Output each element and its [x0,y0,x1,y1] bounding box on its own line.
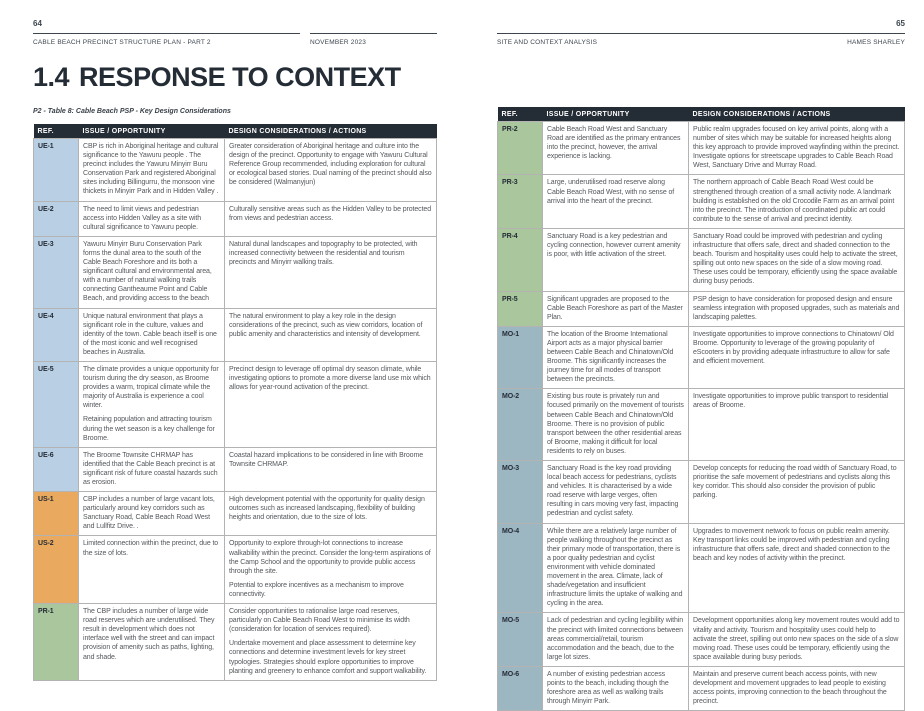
actions-cell [689,389,905,461]
actions-cell [689,461,905,524]
issue-cell [543,291,689,326]
table-row [34,139,437,202]
page-header [497,0,905,48]
key-design-considerations-table [33,124,437,681]
column-header-actions: DESIGN CONSIDERATIONS / ACTIONS [225,124,437,139]
issue-cell [79,536,225,604]
document-date: NOVEMBER 2023 [310,39,367,46]
cell-paragraph: The Broome Townsite CHRMAP has identified that the Cable Beach precinct is at significant risk of future coastal hazards such as erosion. [83,451,218,486]
actions-cell [225,201,437,236]
table-row [498,461,905,524]
cell-paragraph: CBP includes a number of large vacant lots, particularly around key corridors such as Sanctuary Road, Cable Beach Road West and Lullfitz Drive. . [83,496,215,531]
header-rules [497,33,905,34]
ref-cell: UE-3 [34,236,79,308]
table-row [34,308,437,361]
column-header-issue: ISSUE / OPPORTUNITY [79,124,225,139]
page-65 [497,0,905,706]
table-row [498,291,905,326]
page-64 [33,0,437,675]
cell-paragraph: Natural dunal landscapes and topography to be protected, with increased connectivity between the residential and tourism precincts and Minyirr walking trails. [229,240,418,267]
actions-cell [689,228,905,291]
cell-paragraph: Coastal hazard implications to be considered in line with Broome Townsite CHRMAP. [229,451,423,468]
section-number: 1.4 [33,62,70,92]
document-title-running-head: CABLE BEACH PRECINCT STRUCTURE PLAN - PART 2 [33,39,211,46]
table-row [34,536,437,604]
chapter-running-head: SITE AND CONTEXT ANALYSIS [497,39,598,46]
cell-paragraph: Cable Beach Road West and Sanctuary Road are identified as the primary entrances into the precinct, however, the arrival experience is lacking. [547,126,681,161]
issue-cell [543,523,689,613]
cell-paragraph: Significant upgrades are proposed to the Cable Beach Foreshore as part of the Master Plan. [547,295,683,321]
actions-cell [225,139,437,202]
actions-cell [225,447,437,491]
ref-cell: MO-2 [498,389,543,461]
cell-paragraph: The northern approach of Cable Beach Road West could be strengthened through creation of a small activity node. A landmark building is established on the old Crocodile Farm as an arrival point into the precinct. The introduction of coordinated public art could contribute to the sense of arrival and precinct identity. [693,179,895,223]
cell-paragraph: Sanctuary Road is the key road providing local beach access for pedestrians, cyclists and vehicles. It is characterised by a wide road reserve with large verges, often resulting in cars moving very fast, impacting pedestrian and cyclist safety. [547,465,679,518]
issue-cell [79,492,225,536]
issue-cell [543,326,689,389]
issue-cell [79,236,225,308]
issue-cell [543,228,689,291]
page-number: 64 [33,19,42,28]
table-row [498,666,905,710]
table-body [34,139,437,681]
actions-cell [225,308,437,361]
table-row [34,361,437,447]
column-header-ref: REF. [498,107,543,122]
ref-cell: UE-1 [34,139,79,202]
cell-paragraph: The climate provides a unique opportunity for tourism during the dry season, as Broome provides a warm, tropical climate while the majority of Australia is experience a cool winter. [83,365,219,410]
ref-cell: MO-5 [498,613,543,666]
ref-cell: PR-3 [498,175,543,228]
issue-cell [543,122,689,175]
cell-paragraph: The CBP includes a number of large wide road reserves which are underutilised. They result in development which does not interface well with the street and can impact provision of amenity such as paths, lighting, and shade. [83,608,215,661]
cell-paragraph: CBP is rich in Aboriginal heritage and cultural significance to the Yawuru people . The precinct includes the Yawuru Minyirr Buru Conservation Park and registered Aboriginal sites including Billingurru, the monsoon vine thickets in Minyirr Park and in Hidden Valley . [83,143,219,196]
table-row [34,236,437,308]
ref-cell: PR-1 [34,604,79,681]
cell-paragraph: Limited connection within the precinct, due to the size of lots. [83,540,219,557]
cell-paragraph: Retaining population and attracting tourism during the wet season is a key challenge for Broome. [83,416,215,442]
actions-cell [689,613,905,666]
ref-cell: MO-1 [498,326,543,389]
table-row [498,389,905,461]
cell-paragraph: Sanctuary Road could be improved with pedestrian and cycling infrastructure that offers safe, direct and shaded connection to the beach. Tourism and hospitality uses could help to activate the street, spilling out onto new spaces on the side of a slow moving road. These uses could be temporary, efficiently using the space available during busy periods. [693,232,898,286]
issue-cell [79,447,225,491]
issue-cell [79,201,225,236]
page-header [33,0,437,48]
cell-paragraph: Opportunity to explore through-lot connections to increase walkability within the precinct. Consider the long-term aspirations of the Camp School and the opportunity to provide public access through the site. [229,540,431,575]
cell-paragraph: Develop concepts for reducing the road width of Sanctuary Road, to prioritise the safe movement of pedestrians and cyclists along this key corridor. This should also consider the provision of public parking. [693,465,897,500]
column-header-ref: REF. [34,124,79,139]
issue-cell [543,175,689,228]
table-row [498,613,905,666]
table-row [498,228,905,291]
actions-cell [689,523,905,613]
ref-cell: MO-6 [498,666,543,710]
ref-cell: US-1 [34,492,79,536]
header-rule-right [310,33,437,34]
cell-paragraph: The location of the Broome International Airport acts as a major physical barrier between Cable Beach and Chinatown/Old Broome. This significantly increases the journey time for all modes of transport between the precincts. [547,330,674,384]
actions-cell [225,236,437,308]
cell-paragraph: Investigate opportunities to improve public transport to residential areas of Broome. [693,393,889,410]
cell-paragraph: Unique natural environment that plays a significant role in the culture, values and identity of the town. Cable beach itself is one of the most iconic and well recognised beaches in Australia. [83,312,217,356]
issue-cell [79,139,225,202]
actions-cell [689,326,905,389]
cell-paragraph: Public realm upgrades focused on key arrival points, along with a number of sites which may be suitable for increased heights along this key approach to provide improved wayfinding within the precinct. Investigate options for streetscape upgrades to Cable Beach Road West, Sanctuary Drive and Murray Road. [693,126,900,170]
ref-cell: PR-4 [498,228,543,291]
header-rule-left [33,33,300,34]
cell-paragraph: Consider opportunities to rationalise large road reserves, particularly on Cable Beach Road West to minimise its width (consideration for location of services required). [229,608,410,634]
ref-cell: UE-5 [34,361,79,447]
issue-cell [79,604,225,681]
table-caption: P2 - Table 8: Cable Beach PSP - Key Design Considerations [33,108,231,115]
cell-paragraph: Undertake movement and place assessment to determine key connections and determine investment levels for key street typologies. Strategies should explore opportunities to improve planting and greenery to enhance comfort and support walkability. [229,640,427,675]
cell-paragraph: Potential to explore incentives as a mechanism to improve connectivity. [229,581,404,598]
cell-paragraph: A number of existing pedestrian access points to the beach, including though the foreshore area as well as walking trails through Minyirr Park. [547,670,669,706]
actions-cell [689,291,905,326]
table-body [498,122,905,711]
header-meta [497,39,905,49]
cell-paragraph: Large, underutilised road reserve along Cable Beach Road West, with no sense of arrival into the heart of the precinct. [547,179,675,205]
issue-cell [79,361,225,447]
table-row [498,122,905,175]
cell-paragraph: Sanctuary Road is a key pedestrian and cycling connection, however current amenity is poor, with little activation of the street. [547,232,681,259]
ref-cell: MO-3 [498,461,543,524]
cell-paragraph: High development potential with the opportunity for quality design outcomes such as increased landscaping, flexibility of building heights and orientation, due to the size of lots. [229,496,425,522]
firm-name: HAMES SHARLEY [847,39,905,46]
header-meta [33,39,437,49]
table-row [498,175,905,228]
header-rule [497,33,905,34]
table-row [34,201,437,236]
actions-cell [225,361,437,447]
column-header-actions: DESIGN CONSIDERATIONS / ACTIONS [689,107,905,122]
table-header [34,124,437,139]
table-row [34,492,437,536]
table-row [34,604,437,681]
section-title-text: RESPONSE TO CONTEXT [79,62,401,92]
ref-cell: UE-6 [34,447,79,491]
cell-paragraph: The need to limit views and pedestrian access into Hidden Valley as a site with cultural significance to Yawuru people. [83,205,202,231]
table-row [498,326,905,389]
cell-paragraph: PSP design to have consideration for proposed design and ensure seamless integration with proposed upgrades, such as materials and landscaping palettes. [693,295,900,321]
issue-cell [543,666,689,710]
table-header [498,107,905,122]
actions-cell [689,122,905,175]
issue-cell [543,461,689,524]
ref-cell: MO-4 [498,523,543,613]
cell-paragraph: Maintain and preserve current beach access points, with new development and movement upgrades to lead people to existing access points, improving connection to the beach throughout the precinct. [693,670,887,706]
ref-cell: UE-4 [34,308,79,361]
cell-paragraph: Upgrades to movement network to focus on public realm amenity. Key transport links could be improved with pedestrian and cycling infrastructure that offers safe, direct and shaded connection to the beach and key nodes of activity within the precinct. [693,527,890,562]
header-rules [33,33,437,34]
issue-cell [543,613,689,666]
actions-cell [225,604,437,681]
actions-cell [689,666,905,710]
column-header-issue: ISSUE / OPPORTUNITY [543,107,689,122]
actions-cell [225,536,437,604]
ref-cell: UE-2 [34,201,79,236]
cell-paragraph: Culturally sensitive areas such as the Hidden Valley to be protected from views and pedestrian access. [229,205,432,222]
actions-cell [225,492,437,536]
cell-paragraph: Yawuru Minyirr Buru Conservation Park forms the dunal area to the south of the Cable Beach Foreshore and its both a significant cultural and environmental area, with a number of natural walking trails connecting Gantheaume Point and Cable Beach, and providing access to the beach [83,240,212,303]
ref-cell: US-2 [34,536,79,604]
table-row [498,523,905,613]
table-row [34,447,437,491]
actions-cell [689,175,905,228]
section-title [33,62,401,93]
cell-paragraph: While there are a relatively large number of people walking throughout the precinct as their primary mode of transportation, there is a poor quality pedestrian and cyclist environment with vehicle dominated movement in the area. Climate, lack of shade/vegetation and insufficient infrastructure limits the uptake of walking and cycling in the area. [547,527,683,608]
issue-cell [543,389,689,461]
ref-cell: PR-5 [498,291,543,326]
page-number: 65 [896,19,905,28]
cell-paragraph: Existing bus route is privately run and focused primarily on the movement of tourists between Cable Beach and Chinatown/Old Broome. There is no provision of public transport between the other residential areas of Broome, making it difficult for local residents to rely on buses. [547,393,684,455]
cell-paragraph: The natural environment to play a key role in the design considerations of the precinct, such as view corridors, location of public amenity and characteristics and intensity of development. [229,312,423,338]
issue-cell [79,308,225,361]
cell-paragraph: Investigate opportunities to improve connections to Chinatown/ Old Broome. Opportunity to leverage of the growing popularity of eScooters in by providing adequate infrastructure to allow for safe and efficient movement. [693,330,894,366]
cell-paragraph: Development opportunities along key movement routes would add to vitality and activity. Tourism and hospitality uses could help to activate the street, spilling out onto new spaces on the side of a slow moving road. These uses could be temporary, efficiently using the space available during busy periods. [693,617,900,661]
cell-paragraph: Precinct design to leverage off optimal dry season climate, while investigating options to promote a more diverse land use mix which allows for year-round activation of the precinct. [229,365,431,392]
ref-cell: PR-2 [498,122,543,175]
cell-paragraph: Lack of pedestrian and cycling legibility within the precinct with limited connections between areas commercial/retail, tourism accommodation and the beach, due to the large lot sizes. [547,617,684,661]
key-design-considerations-table [497,107,905,711]
cell-paragraph: Greater consideration of Aboriginal heritage and culture into the design of the precinct. Opportunity to engage with Yawuru Cultural Reference Group recommended, including exploration for cultural or ecological based stories. Dual naming of the precinct should also be considered (Walmanyjun) [229,143,432,187]
